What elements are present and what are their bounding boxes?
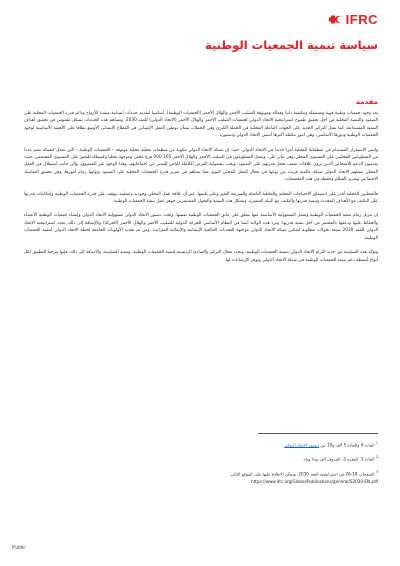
paragraph: فالمحليين المحلية أقدر على استيفاق الاحتياجات المحلية والمحلية الناشئة والسريعة التغير وعلى تلبيتها. غير أن علاقة عمل المحلي وجودته وعمليته يتوقف على قدرة الجمعيات الوطنية وإمكانيات قدرتها على التكيف مع الأهداف المحددة وتنمية قدرتها والتكيف مع البيئة المتغيرة. وتشكل هذه التنمية والتحول المستمرين جوهر عمل تنمية الجمعيات الوطنية.: [24, 191, 378, 205]
footnote-number: 1: [375, 441, 378, 445]
ifrc-logo: [328, 12, 378, 27]
paragraph: إن تنزيل زمام تنمية الجمعيات الوطنية وتعمل المسؤولية الأساسية عنها بتعلق على عاتق الجمعيات الوطنية نفسها. ويُحدد دستور الاتحاد الدولي مسؤولية الاتحاد الدولي وإنشاء جمعيات الوطنية الأعضاء والحفاظ عليها ودعمها بالمحضر من أجل تنمية قدرتها. وترد هذه الولاية أيضا في النظام الأساسي للحركة الدولية للصليب الأحمر والهلال الأحمر (الحركة) وبالإضافة إلى ذلك، تحدد استراتيجية الاتحاد الدولي للعقد 2030 سبعة تحولات مطلوبة لتمكين شبكة الاتحاد الدولي مواجهة التحديات العالمية الإنسانية والإنمائية المتزايدة، ومن ثم تحديد الأولويات الجامعة لخطة الاتحاد الدولي لتنمية الجمعيات الوطنية.: [24, 213, 378, 241]
footnote-url[interactable]: https://www.ifrc.org/Global/Publications/general/S2030-EN.pdf: [251, 479, 378, 485]
footnote-text: الصفحات 18-26 من استراتيجية العقد 2030. ويمكن الاطلاع عليها على الموقع التالي:: [229, 471, 375, 477]
paragraph: يعد وجود جمعيات وطنية قوية ومستقلة ومكتفية ذاتيا وفعالة وموثوقة للصليب الأحمر والهلال الأحمر (الجمعيات الوطنية)، أساسيا لتقديم خدمات إنسانية منقذة للأرواح ودائم قدرة الجمعيات المحلية على الصمود والتنمية المحلية من أجل تحقيق طموح استراتيجية الاتحاد الدولي لجمعيات الصليب الأحمر والهلال الأحمر (الاتحاد الدولي) للعقد 2030. وتساهم هذه الخدمات بشكل ملموس في تحقيق أهداف التنمية المستدامة، كما تمثل التركيز الجديد على الجهات الفاعلة المحلية في الحملة الكبرى وفي الخطاب بشأن توطين العمل الإنساني في القطاع الإنساني الأوسع نطاقا على الأهمية الأساسية لوجود الجمعيات الوطنية ودورها الأساسي. وهي أمور مكفلة أكثرها أسس الاتحاد الدولي ودستوره.: [24, 111, 378, 139]
classification-label: Public: [12, 545, 26, 551]
red-cross-crescent-icon: [328, 12, 343, 27]
footnote-number: 3: [375, 469, 378, 474]
paragraph: وتؤكد هذه السياسة من جديد التزام الاتحاد الدولي بتنمية الجمعيات الوطنية، وتحدد مجال التركيز والمبادئ الرئيسية لتنمية الجمعيات الوطنية، وتنفيذ السياسة، والاضافة إلى ذلك، فإنها مرجعا للتطبيق لكل أنواع أنشطة دعم تنمية الجمعيات الوطنية في شبكة الاتحاد الدولي وتوفر الإرشادات لها.: [24, 250, 378, 263]
section-heading: مقدمة: [356, 98, 378, 106]
footnotes: [24, 440, 378, 485]
logo-text: IFRC: [345, 12, 378, 27]
footnote-text: المادة 3، الفقرة 3، الحروف ألف وباء وياء.: [302, 456, 375, 462]
body-text: [24, 110, 378, 271]
footnote-link[interactable]: دستور الاتحاد الدولي: [284, 442, 320, 448]
document-title: سياسة تنمية الجمعيات الوطنية: [205, 38, 378, 52]
footnote-divider: [258, 433, 378, 434]
paragraph: وليس الاستقرار المستدام في منظماتنا المحلية أمرا جديدا في الاتحاد الدولي، حيث إن شبكة الاتحاد الدولي مكونة من منظمات محلية محلية موثوقة – الجمعيات الوطنية – التي تعمل كشبكة تضم عددا من المتطوعين المحليين على المستوى المحلي وهي تتأثر على. ويعمل المتطوعون في الصليب الأحمر والهلال الأحمر 165 000 فرع محلي وموجهة محليا وكسطاء للتغيير على المستوى المجتمعي، حيث يقدمون الدعم للأشخاص الذين يرون علاقات ضعف تجعل قدرتهم على الصمود، ويجب بشمولية الفرص الكاملة للناس للتعبير عن احتياجاتهم، وهذا الوجود غير المسبوق، وإلى جانب استقلال في العمل المحلي بعملهم الاتحاد الدولي شبكة عالمية فريدة من نوعها في مجال العمل المحلي اليوم، مما يساهم في تعزيز قدرة الجمعيات المحلية على الصمود وتوليها زمام أمورها، وفي تحقيق التماسك الاجتماعي وتعزيز السلام وحفظه في هذه المجتمعات.: [24, 147, 378, 183]
footnote: [24, 454, 378, 462]
footnote: [24, 469, 378, 477]
footnote-number: 2: [375, 455, 378, 460]
footnote-text: المادة 4 والمادة 5 ألف و10 من: [320, 442, 375, 448]
footnote: [24, 440, 378, 448]
